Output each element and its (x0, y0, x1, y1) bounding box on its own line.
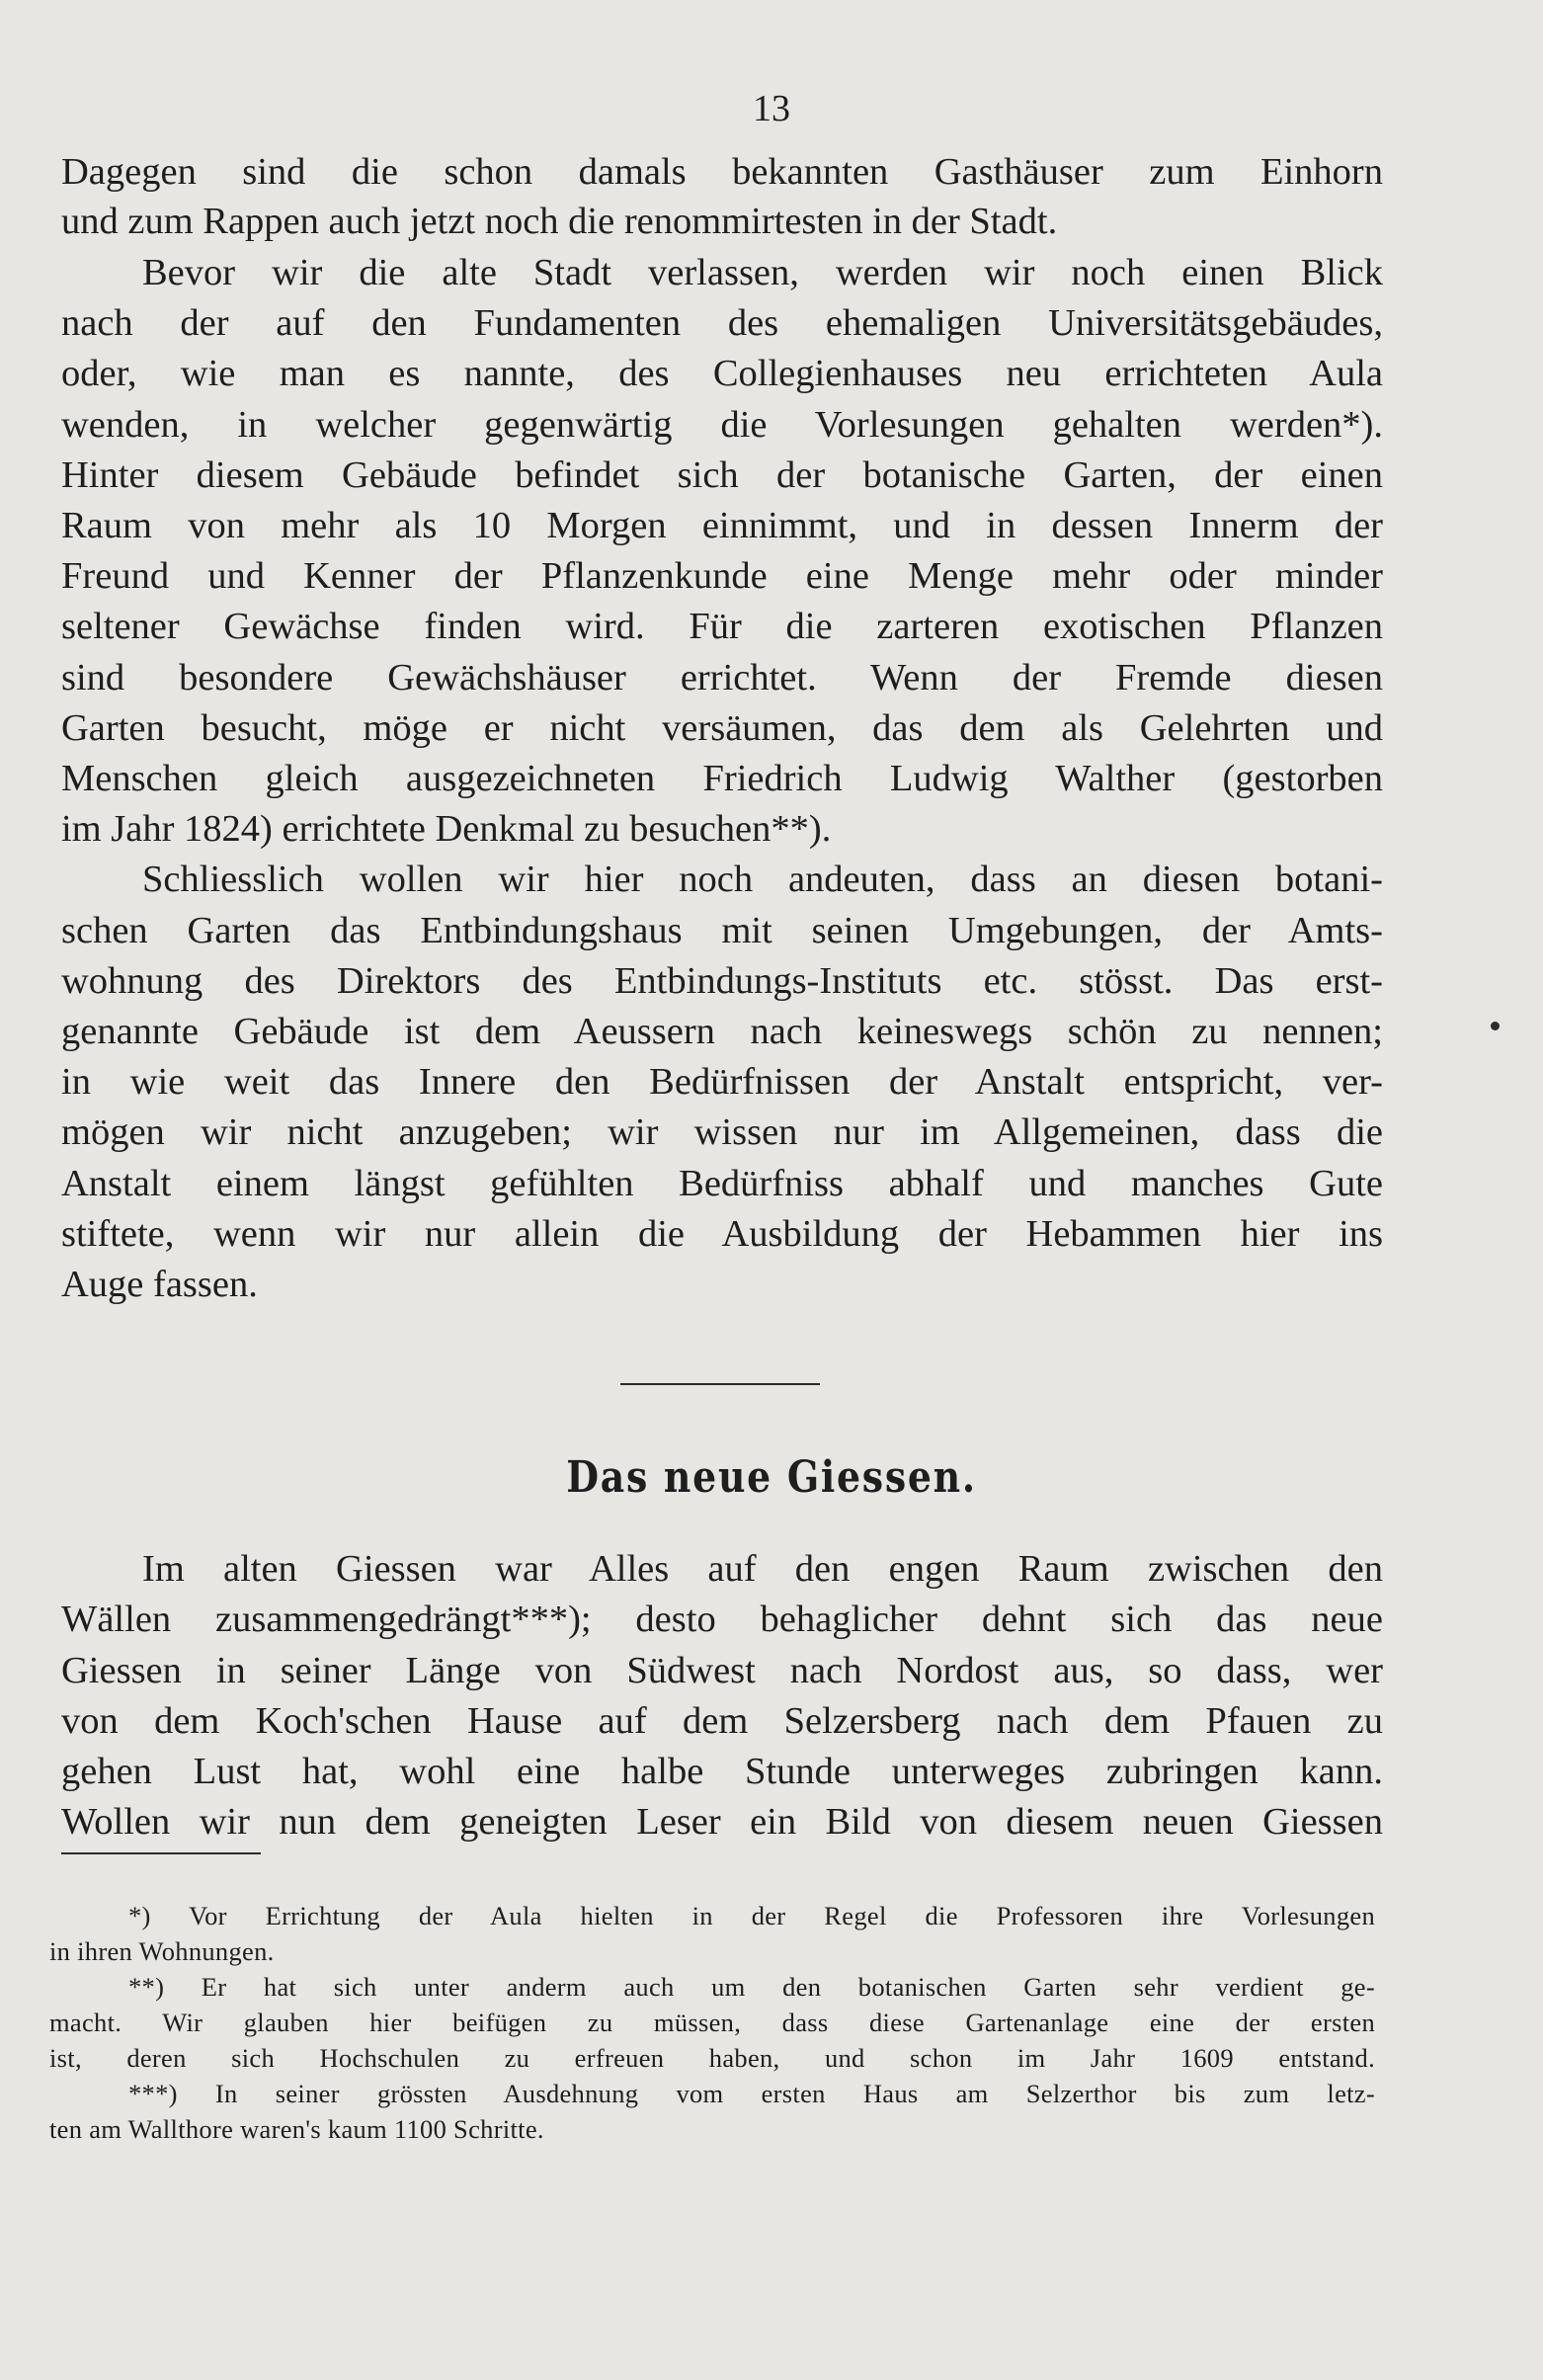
text-line: schen Garten das Entbindungshaus mit seinen Umgebungen, der Amts- (61, 910, 1383, 951)
text-line: mögen wir nicht anzugeben; wir wissen nur im Allgemeinen, dass die (61, 1111, 1383, 1153)
footnote-line: **) Er hat sich unter anderm auch um den botanischen Garten sehr verdient ge- (128, 1972, 1375, 2002)
text-line: Wollen wir nun dem geneigten Leser ein Bild von diesem neuen Giessen (61, 1801, 1383, 1843)
footnote-line: ten am Wallthore waren's kaum 1100 Schritte. (49, 2114, 544, 2144)
footnote-divider (61, 1852, 261, 1854)
text-line: sind besondere Gewächshäuser errichtet. Wenn der Fremde diesen (61, 657, 1383, 698)
text-line: genannte Gebäude ist dem Aeussern nach keineswegs schön zu nennen; (61, 1011, 1383, 1052)
text-line: Schliesslich wollen wir hier noch andeuten, dass an diesen botani- (142, 859, 1383, 900)
text-line: Giessen in seiner Länge von Südwest nach Nordost aus, so dass, wer (61, 1650, 1383, 1691)
text-line: oder, wie man es nannte, des Collegienhauses neu errichteten Aula (61, 353, 1383, 394)
text-line: Auge fassen. (61, 1264, 258, 1305)
footnote-line: *) Vor Errichtung der Aula hielten in der Regel die Professoren ihre Vorlesungen (128, 1901, 1375, 1930)
text-line: in wie weit das Innere den Bedürfnissen der Anstalt entspricht, ver- (61, 1061, 1383, 1103)
page-number: 13 (753, 88, 790, 129)
section-heading: Das neue Giessen. (566, 1452, 977, 1503)
text-line: Menschen gleich ausgezeichneten Friedrich Ludwig Walther (gestorben (61, 758, 1383, 799)
text-line: im Jahr 1824) errichtete Denkmal zu besuchen**). (61, 808, 832, 850)
text-line: und zum Rappen auch jetzt noch die renommirtesten in der Stadt. (61, 201, 1058, 242)
text-line: Wällen zusammengedrängt***); desto behaglicher dehnt sich das neue (61, 1599, 1383, 1640)
text-line: Hinter diesem Gebäude befindet sich der botanische Garten, der einen (61, 454, 1383, 496)
text-line: gehen Lust hat, wohl eine halbe Stunde unterweges zubringen kann. (61, 1751, 1383, 1792)
text-line: wohnung des Direktors des Entbindungs-Instituts etc. stösst. Das erst- (61, 960, 1383, 1002)
margin-dot-mark (1491, 1022, 1500, 1030)
footnote-line: ***) In seiner grössten Ausdehnung vom ersten Haus am Selzerthor bis zum letz- (128, 2079, 1375, 2108)
text-line: Im alten Giessen war Alles auf den engen Raum zwischen den (142, 1548, 1383, 1590)
text-line: Garten besucht, möge er nicht versäumen, das dem als Gelehrten und (61, 707, 1383, 749)
footnote-line: macht. Wir glauben hier beifügen zu müssen, dass diese Gartenanlage eine der ersten (49, 2008, 1375, 2037)
footnote-line: in ihren Wohnungen. (49, 1936, 275, 1966)
text-line: seltener Gewächse finden wird. Für die zarteren exotischen Pflanzen (61, 606, 1383, 647)
text-line: Bevor wir die alte Stadt verlassen, werden wir noch einen Blick (142, 252, 1383, 293)
section-divider (620, 1383, 820, 1385)
text-line: Raum von mehr als 10 Morgen einnimmt, und in dessen Innerm der (61, 505, 1383, 546)
text-line: stiftete, wenn wir nur allein die Ausbildung der Hebammen hier ins (61, 1213, 1383, 1255)
text-line: wenden, in welcher gegenwärtig die Vorlesungen gehalten werden*). (61, 404, 1383, 446)
text-line: Dagegen sind die schon damals bekannten Gasthäuser zum Einhorn (61, 151, 1383, 193)
text-line: von dem Koch'schen Hause auf dem Selzersberg nach dem Pfauen zu (61, 1700, 1383, 1742)
footnote-line: ist, deren sich Hochschulen zu erfreuen haben, und schon im Jahr 1609 entstand. (49, 2043, 1375, 2073)
text-line: Freund und Kenner der Pflanzenkunde eine Menge mehr oder minder (61, 555, 1383, 597)
text-line: Anstalt einem längst gefühlten Bedürfniss abhalf und manches Gute (61, 1163, 1383, 1204)
text-line: nach der auf den Fundamenten des ehemaligen Universitätsgebäudes, (61, 302, 1383, 344)
